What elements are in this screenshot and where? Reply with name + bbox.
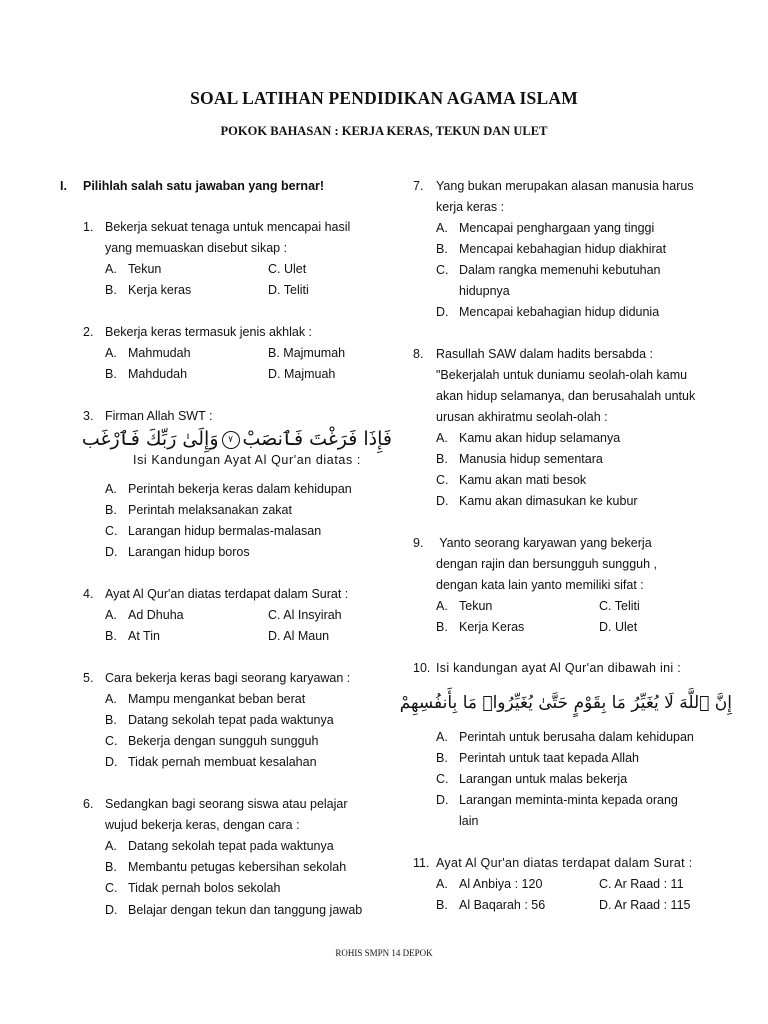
option-d: D. Ar Raad : 115 [599,898,691,912]
option-letter: A. [436,877,448,891]
question-number: 11. [413,856,430,870]
option-letter: A. [105,346,117,360]
question-number: 8. [413,347,424,361]
option-a: Kamu akan hidup selamanya [459,431,621,445]
question-text: Yanto seorang karyawan yang bekerja [436,536,652,550]
question-text: wujud bekerja keras, dengan cara : [105,818,300,832]
option-d: Larangan meminta-minta kepada orang [459,793,678,807]
question-text: akan hidup selamanya, dan berusahalah untuk [436,389,696,403]
question-number: 1. [83,220,94,234]
question-text: Sedangkan bagi seorang siswa atau pelajar [105,797,348,811]
arabic-verse [81,426,392,452]
option-letter: B. [436,751,448,765]
option-letter: A. [436,599,448,613]
option-c: Larangan hidup bermalas-malasan [128,524,322,538]
question-number: 10. [413,661,431,675]
option-letter: A. [105,839,117,853]
option-c: C. Ar Raad : 11 [599,877,684,891]
option-d: Belajar dengan tekun dan tanggung jawab [128,903,363,917]
option-d: D. Al Maun [268,629,330,643]
question-text: Bekerja keras termasuk jenis akhlak : [105,325,313,339]
option-letter: D. [436,494,449,508]
question-text: Rasullah SAW dalam hadits bersabda : [436,347,654,361]
question-text: Cara bekerja keras bagi seorang karyawan : [105,671,351,685]
option-a: Tekun [459,599,493,613]
option-letter: B. [436,452,448,466]
question-number: 4. [83,587,94,601]
question-text: dengan rajin dan bersungguh sungguh , [436,557,658,571]
question-text: urusan akhiratmu seolah-olah : [436,410,608,424]
question-text: Bekerja sekuat tenaga untuk mencapai hasil [105,220,351,234]
option-b: Al Baqarah : 56 [459,898,546,912]
option-d-continued: lain [459,814,479,828]
option-c: C. Ulet [268,262,307,276]
question-number: 9. [413,536,424,550]
option-letter: C. [436,772,449,786]
option-letter: B. [105,713,117,727]
option-b: B. Majmumah [268,346,346,360]
option-letter: A. [105,262,117,276]
question-text: Yang bukan merupakan alasan manusia harus [436,179,694,193]
option-c: Bekerja dengan sungguh sungguh [128,734,319,748]
option-letter: D. [105,755,118,769]
option-c: C. Teliti [599,599,640,613]
option-a: Al Anbiya : 120 [459,877,543,891]
arabic-verse-part: فَإِذَا فَرَغْتَ فَٱنصَبْ [242,428,392,450]
option-letter: C. [436,473,449,487]
arabic-verse-part: وَإِلَىٰ رَبِّكَ فَٱرْغَب [81,428,219,450]
option-d: Larangan hidup boros [128,545,250,559]
question-text: kerja keras : [436,200,505,214]
option-a: Ad Dhuha [128,608,184,622]
option-a: Mencapai penghargaan yang tinggi [459,221,655,235]
option-letter: C. [436,263,449,277]
option-c: Larangan untuk malas bekerja [459,772,628,786]
option-b: Perintah untuk taat kepada Allah [459,751,639,765]
option-b: Datang sekolah tepat pada waktunya [128,713,334,727]
option-letter: D. [105,903,118,917]
option-letter: B. [105,503,117,517]
option-b: Membantu petugas kebersihan sekolah [128,860,347,874]
question-text: Firman Allah SWT : [105,409,213,423]
question-number: 7. [413,179,424,193]
option-letter: C. [105,881,118,895]
option-c: Dalam rangka memenuhi kebutuhan [459,263,661,277]
option-letter: C. [105,524,118,538]
option-c: Kamu akan mati besok [459,473,587,487]
option-b: Kerja Keras [459,620,525,634]
option-d: Mencapai kebahagian hidup didunia [459,305,660,319]
question-text: dengan kata lain yanto memiliki sifat : [436,578,644,592]
option-a: Perintah bekerja keras dalam kehidupan [128,482,352,496]
option-letter: D. [436,793,449,807]
option-letter: B. [436,898,448,912]
question-text: Isi kandungan ayat Al Qur'an dibawah ini : [436,661,681,675]
option-b: Mencapai kebahagian hidup diakhirat [459,242,667,256]
question-text: Ayat Al Qur'an diatas terdapat dalam Surat : [436,856,693,870]
option-d: Kamu akan dimasukan ke kubur [459,494,638,508]
section-instruction: Pilihlah salah satu jawaban yang bernar! [83,179,325,193]
option-d: D. Ulet [599,620,638,634]
arabic-verse: إِنَّ ٱللَّهَ لَا يُغَيِّرُ مَا بِقَوْمٍ حَتَّىٰ يُغَيِّرُوا۟ مَا بِأَنفُسِهِمْ [399,693,732,713]
option-letter: B. [436,242,448,256]
page-subtitle: POKOK BAHASAN : KERJA KERAS, TEKUN DAN ULET [220,124,548,138]
question-text: Ayat Al Qur'an diatas terdapat dalam Surat : [105,587,349,601]
option-letter: A. [105,482,117,496]
option-a: Mampu mengankat beban berat [128,692,306,706]
option-b: Kerja keras [128,283,192,297]
question-number: 6. [83,797,94,811]
option-d: D. Teliti [268,283,309,297]
option-d: Tidak pernah membuat kesalahan [128,755,317,769]
option-a: Tekun [128,262,162,276]
option-letter: B. [105,860,117,874]
section-number: I. [60,179,67,193]
option-c: Tidak pernah bolos sekolah [128,881,281,895]
option-letter: B. [105,629,117,643]
option-letter: A. [105,692,117,706]
option-a: Perintah untuk berusaha dalam kehidupan [459,730,694,744]
page-footer: ROHIS SMPN 14 DEPOK [335,948,433,958]
option-letter: B. [105,367,117,381]
question-number: 2. [83,325,94,339]
option-letter: A. [436,431,448,445]
option-letter: D. [105,545,118,559]
option-b: Manusia hidup sementara [459,452,603,466]
option-letter: B. [436,620,448,634]
option-c: C. Al Insyirah [268,608,342,622]
option-letter: A. [105,608,117,622]
option-a: Mahmudah [128,346,191,360]
option-letter: A. [436,730,448,744]
page-title: SOAL LATIHAN PENDIDIKAN AGAMA ISLAM [190,88,578,108]
option-b: Mahdudah [128,367,188,381]
option-letter: A. [436,221,448,235]
option-b: At Tin [128,629,160,643]
option-d: D. Majmuah [268,367,336,381]
option-b: Perintah melaksanakan zakat [128,503,292,517]
option-a: Datang sekolah tepat pada waktunya [128,839,334,853]
option-letter: B. [105,283,117,297]
question-number: 5. [83,671,94,685]
option-letter: C. [105,734,118,748]
option-c-continued: hidupnya [459,284,510,298]
ayah-number-marker: ٧ [222,431,240,449]
question-number: 3. [83,409,94,423]
question-subtext: Isi Kandungan Ayat Al Qur'an diatas : [133,453,361,467]
question-text: "Bekerjalah untuk duniamu seolah-olah kamu [436,368,688,382]
option-letter: D. [436,305,449,319]
question-text: yang memuaskan disebut sikap : [105,241,288,255]
